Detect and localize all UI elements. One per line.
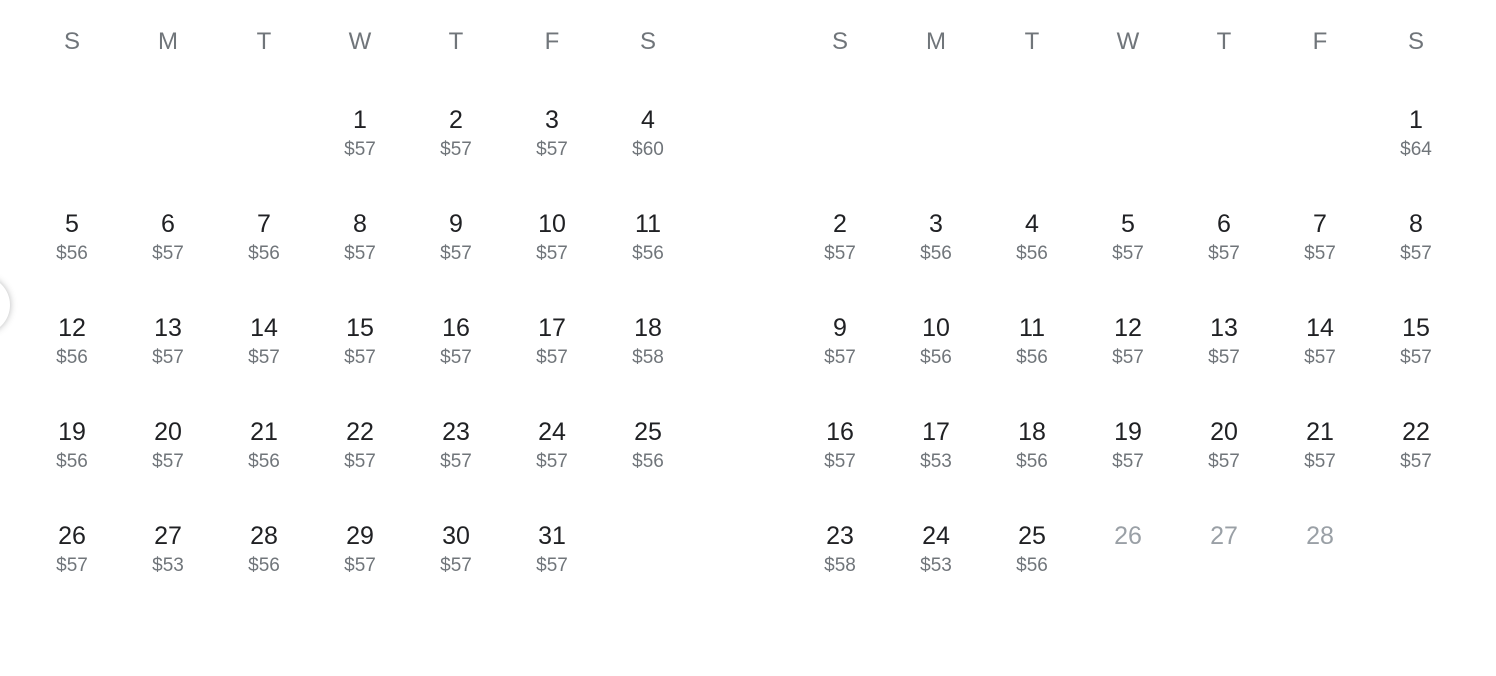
day-cell[interactable] [120,188,216,292]
day-price: $57 [440,555,472,576]
day-price: $64 [1400,139,1432,160]
day-number: 3 [929,210,943,238]
day-number: 22 [1402,418,1430,446]
day-cell[interactable] [504,188,600,292]
day-cell[interactable] [1080,292,1176,396]
weekday-header: M [926,28,946,55]
day-price: $57 [1400,243,1432,264]
day-number: 6 [1217,210,1231,238]
day-cell[interactable] [216,188,312,292]
day-price: $53 [920,451,952,472]
day-price: $56 [248,555,280,576]
day-number: 2 [449,106,463,134]
day-cell[interactable] [1176,292,1272,396]
day-number: 11 [635,210,661,238]
day-number: 18 [1018,418,1046,446]
weekday-header: T [1216,28,1232,55]
day-number: 10 [538,210,566,238]
day-cell[interactable] [120,500,216,604]
day-cell[interactable] [1176,188,1272,292]
day-price: $57 [152,451,184,472]
day-price: $58 [632,347,664,368]
day-number: 31 [538,522,566,550]
day-number: 30 [442,522,470,550]
day-price: $57 [536,451,568,472]
empty-cell [1080,84,1176,188]
day-cell[interactable] [312,84,408,188]
day-price: $57 [440,243,472,264]
day-number: 3 [545,106,559,134]
day-number: 27 [154,522,182,550]
day-price: $57 [1304,451,1336,472]
day-cell[interactable] [120,292,216,396]
day-number: 7 [1313,210,1327,238]
day-number: 6 [161,210,175,238]
day-cell[interactable] [1368,396,1464,500]
day-number: 2 [833,210,847,238]
day-number: 28 [1306,522,1334,550]
day-number: 4 [641,106,655,134]
day-cell[interactable] [408,84,504,188]
empty-cell [888,84,984,188]
day-price: $57 [440,347,472,368]
day-number: 9 [449,210,463,238]
day-number: 15 [1402,314,1430,342]
day-cell-disabled [1176,500,1272,604]
day-number: 27 [1210,522,1238,550]
day-price: $56 [248,451,280,472]
day-number: 8 [1409,210,1423,238]
day-price: $57 [536,243,568,264]
day-number: 23 [826,522,854,550]
day-grid [792,84,1464,604]
day-price: $57 [344,555,376,576]
day-number: 24 [922,522,950,550]
day-cell[interactable] [408,500,504,604]
day-price: $57 [344,451,376,472]
day-cell[interactable] [24,188,120,292]
day-price: $57 [56,555,88,576]
day-number: 29 [346,522,374,550]
day-number: 5 [65,210,79,238]
day-number: 17 [922,418,950,446]
day-price: $56 [1016,347,1048,368]
day-price: $57 [536,555,568,576]
day-cell[interactable] [1272,292,1368,396]
day-cell[interactable] [1272,396,1368,500]
day-price: $60 [632,139,664,160]
day-price: $53 [920,555,952,576]
day-price: $57 [1400,451,1432,472]
empty-cell [792,84,888,188]
day-cell[interactable] [408,396,504,500]
day-price: $56 [56,347,88,368]
day-cell[interactable] [216,500,312,604]
day-number: 25 [634,418,662,446]
day-price: $57 [536,139,568,160]
weekday-header: W [348,28,372,55]
day-price: $57 [344,243,376,264]
day-cell[interactable] [1176,396,1272,500]
day-price: $57 [440,451,472,472]
day-number: 17 [538,314,566,342]
day-price: $57 [1112,243,1144,264]
weekday-header: T [256,28,272,55]
weekday-header: S [63,28,80,55]
day-number: 21 [250,418,278,446]
day-price: $56 [1016,555,1048,576]
day-price: $57 [536,347,568,368]
day-price: $58 [824,555,856,576]
day-number: 28 [250,522,278,550]
day-cell[interactable] [888,188,984,292]
day-number: 24 [538,418,566,446]
weekday-header: T [448,28,464,55]
day-cell[interactable] [312,396,408,500]
weekday-header-row [24,0,696,84]
day-price: $56 [1016,451,1048,472]
day-price: $57 [344,347,376,368]
day-cell[interactable] [984,292,1080,396]
day-number: 7 [257,210,271,238]
day-number: 19 [1114,418,1142,446]
day-cell[interactable] [408,292,504,396]
day-cell[interactable] [24,292,120,396]
day-price: $56 [248,243,280,264]
day-cell[interactable] [312,500,408,604]
day-number: 11 [1019,314,1045,342]
day-number: 4 [1025,210,1039,238]
weekday-header: S [831,28,848,55]
day-number: 20 [154,418,182,446]
day-cell[interactable] [1368,84,1464,188]
day-cell[interactable] [216,292,312,396]
day-cell[interactable] [408,188,504,292]
day-cell[interactable] [312,292,408,396]
day-price: $57 [152,347,184,368]
day-number: 12 [1114,314,1142,342]
day-cell[interactable] [792,292,888,396]
day-price: $57 [1112,451,1144,472]
day-price: $57 [1304,347,1336,368]
empty-cell [24,84,120,188]
day-cell[interactable] [24,396,120,500]
weekday-header: W [1116,28,1140,55]
weekday-header: F [544,28,560,55]
day-price: $57 [440,139,472,160]
day-cell[interactable] [1080,396,1176,500]
day-cell[interactable] [1080,188,1176,292]
day-price: $57 [1208,451,1240,472]
day-number: 14 [1306,314,1334,342]
weekday-header: S [639,28,656,55]
empty-cell [1176,84,1272,188]
day-price: $57 [152,243,184,264]
day-price: $56 [1016,243,1048,264]
day-number: 16 [826,418,854,446]
calendar-month-1 [24,0,696,604]
day-cell[interactable] [792,188,888,292]
calendar-month-2 [792,0,1464,604]
empty-cell [1368,500,1464,604]
day-price: $57 [824,243,856,264]
day-cell[interactable] [504,500,600,604]
day-price: $56 [56,451,88,472]
day-cell[interactable] [984,188,1080,292]
day-cell[interactable] [216,396,312,500]
day-price: $57 [1208,243,1240,264]
day-cell-disabled [1080,500,1176,604]
day-cell[interactable] [504,84,600,188]
day-cell[interactable] [24,500,120,604]
day-number: 21 [1306,418,1334,446]
day-price: $57 [1112,347,1144,368]
day-price: $53 [152,555,184,576]
day-number: 8 [353,210,367,238]
day-grid [24,84,696,604]
day-cell[interactable] [312,188,408,292]
day-number: 10 [922,314,950,342]
day-cell[interactable] [1368,292,1464,396]
day-number: 20 [1210,418,1238,446]
day-cell[interactable] [888,396,984,500]
day-price: $57 [824,451,856,472]
day-cell[interactable] [600,84,696,188]
day-number: 25 [1018,522,1046,550]
day-price: $57 [1304,243,1336,264]
weekday-header: F [1312,28,1328,55]
day-cell[interactable] [504,292,600,396]
empty-cell [984,84,1080,188]
day-number: 15 [346,314,374,342]
day-number: 26 [1114,522,1142,550]
day-cell[interactable] [600,396,696,500]
day-cell[interactable] [120,396,216,500]
day-price: $56 [632,243,664,264]
day-cell[interactable] [792,396,888,500]
day-cell[interactable] [984,396,1080,500]
day-number: 13 [1210,314,1238,342]
empty-cell [600,500,696,604]
day-number: 22 [346,418,374,446]
day-cell[interactable] [600,292,696,396]
day-number: 19 [58,418,86,446]
day-number: 9 [833,314,847,342]
day-number: 16 [442,314,470,342]
day-number: 26 [58,522,86,550]
day-price: $57 [1400,347,1432,368]
day-number: 23 [442,418,470,446]
empty-cell [120,84,216,188]
day-price: $56 [920,347,952,368]
day-cell[interactable] [888,292,984,396]
empty-cell [1272,84,1368,188]
day-number: 18 [634,314,662,342]
day-price: $57 [824,347,856,368]
day-number: 14 [250,314,278,342]
day-cell[interactable] [504,396,600,500]
empty-cell [216,84,312,188]
day-cell[interactable] [600,188,696,292]
day-cell[interactable] [1272,188,1368,292]
day-cell[interactable] [1368,188,1464,292]
day-number: 5 [1121,210,1135,238]
day-cell[interactable] [888,500,984,604]
day-number: 1 [353,106,367,134]
weekday-header-row [792,0,1464,84]
day-price: $57 [248,347,280,368]
day-number: 13 [154,314,182,342]
weekday-header: S [1407,28,1424,55]
day-cell[interactable] [792,500,888,604]
day-number: 12 [58,314,86,342]
weekday-header: M [158,28,178,55]
weekday-header: T [1024,28,1040,55]
day-price: $57 [1208,347,1240,368]
day-price: $57 [344,139,376,160]
day-cell[interactable] [984,500,1080,604]
day-price: $56 [56,243,88,264]
day-cell-disabled [1272,500,1368,604]
day-price: $56 [632,451,664,472]
day-price: $56 [920,243,952,264]
day-number: 1 [1409,106,1423,134]
